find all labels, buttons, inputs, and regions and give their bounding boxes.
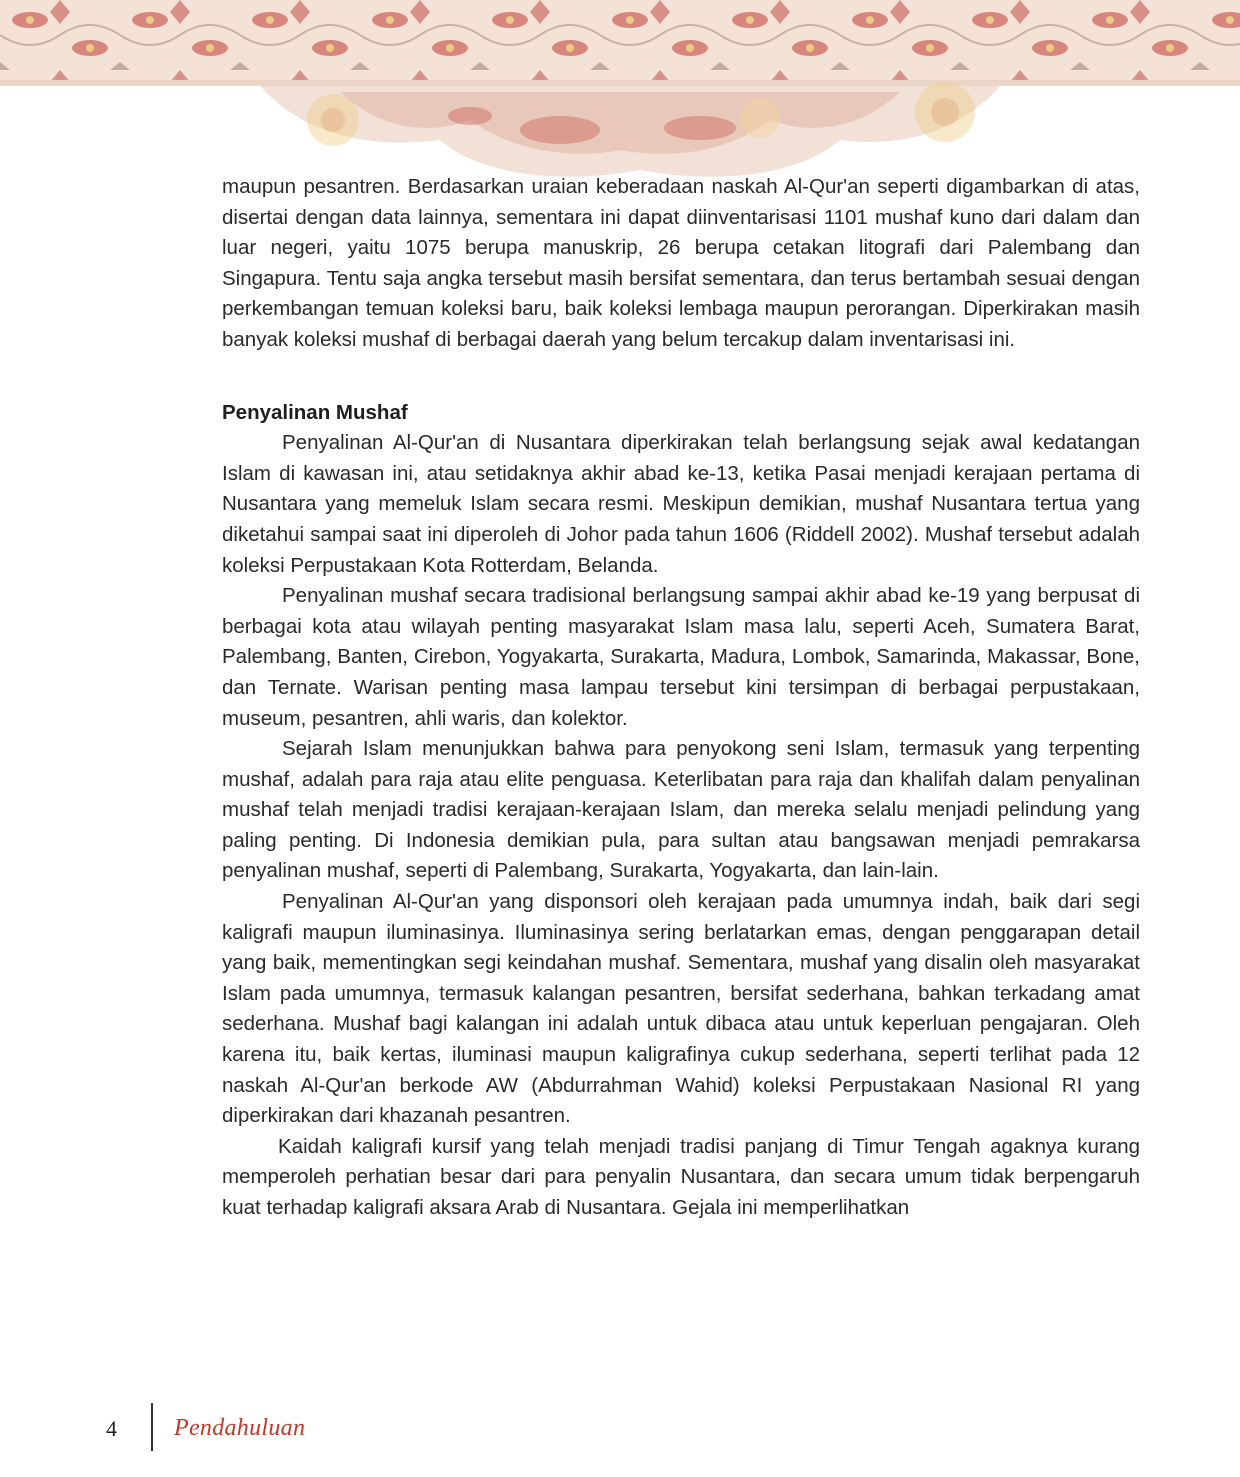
header-ornament bbox=[0, 0, 1240, 190]
page-footer bbox=[0, 1400, 1240, 1477]
page-number: 4 bbox=[106, 1416, 117, 1441]
batik-ornament-icon bbox=[0, 0, 1240, 190]
paragraph-5: Kaidah kaligrafi kursif yang telah menjadi tradisi panjang di Timur Tengah agaknya kurang memperoleh perhatian besar dari para penyalin Nusantara, dan secara umum tidak berpengaruh kuat terhadap kaligrafi aksara Arab di Nusantara. Gejala ini memperlihatkan bbox=[222, 1134, 1140, 1219]
paragraph-3: Sejarah Islam menunjukkan bahwa para penyokong seni Islam, termasuk yang terpenting mushaf, adalah para raja atau elite penguasa. Keterlibatan para raja dan khalifah dalam penyalinan mushaf telah menjadi tradisi kerajaan-kerajaan Islam, dan mereka selalu menjadi pelindung yang paling penting. Di Indonesia demikian pula, para sultan atau bangsawan menjadi pemrakarsa penyalinan mushaf, seperti di Palembang, Surakarta, Yogyakarta, dan lain-lain. bbox=[222, 737, 1140, 883]
paragraph-intro: maupun pesantren. Berdasarkan uraian keberadaan naskah Al-Qur'an seperti digambarkan di atas, disertai dengan data lainnya, sementara ini dapat diinventarisasi 1101 mushaf kuno dari dalam dan luar negeri, yaitu 1075 berupa manuskrip, 26 berupa cetakan litografi dari Palembang dan Singapura. Tentu saja angka tersebut masih bersifat sementara, dan terus bertambah sesuai dengan perkembangan temuan koleksi baru, baik koleksi lembaga maupun perorangan. Diperkirakan masih banyak koleksi mushaf di berbagai daerah yang belum tercakup dalam inventarisasi ini. bbox=[222, 175, 1140, 351]
article-body bbox=[222, 172, 1140, 1224]
paragraph-1: Penyalinan Al-Qur'an di Nusantara diperkirakan telah berlangsung sejak awal kedatangan Islam di kawasan ini, atau setidaknya akhir abad ke-13, ketika Pasai menjadi kerajaan pertama di Nusantara yang memeluk Islam secara resmi. Meskipun demikian, mushaf Nusantara tertua yang diketahui sampai saat ini diperoleh di Johor pada tahun 1606 (Riddell 2002). Mushaf tersebut adalah koleksi Perpustakaan Kota Rotterdam, Belanda. bbox=[222, 431, 1140, 577]
section-heading: Penyalinan Mushaf bbox=[222, 400, 408, 424]
chapter-title: Pendahuluan bbox=[174, 1415, 306, 1441]
paragraph-4: Penyalinan Al-Qur'an yang disponsori oleh kerajaan pada umumnya indah, baik dari segi kaligrafi maupun iluminasinya. Iluminasinya sering berlatarkan emas, dengan penggarapan detail yang baik, mementingkan segi keindahan mushaf. Sementara, mushaf yang disalin oleh masyarakat Islam pada umumnya, termasuk kalangan pesantren, bersifat sederhana, bahkan terkadang amat sederhana. Mushaf bagi kalangan ini adalah untuk dibaca atau untuk keperluan pengajaran. Oleh karena itu, baik kertas, iluminasi maupun kaligrafinya cukup sederhana, seperti terlihat pada 12 naskah Al-Qur'an berkode AW (Abdurrahman Wahid) koleksi Perpustakaan Nasional RI yang diperkirakan dari khazanah pesantren. bbox=[222, 890, 1140, 1128]
paragraph-2: Penyalinan mushaf secara tradisional berlangsung sampai akhir abad ke-19 yang berpusat di berbagai kota atau wilayah penting masyarakat Islam masa lalu, seperti Aceh, Sumatera Barat, Palembang, Banten, Cirebon, Yogyakarta, Surakarta, Madura, Lombok, Samarinda, Makassar, Bone, dan Ternate. Warisan penting masa lampau tersebut kini tersimpan di berbagai perpustakaan, museum, pesantren, ahli waris, dan kolektor. bbox=[222, 584, 1140, 730]
footer-divider bbox=[151, 1403, 153, 1451]
